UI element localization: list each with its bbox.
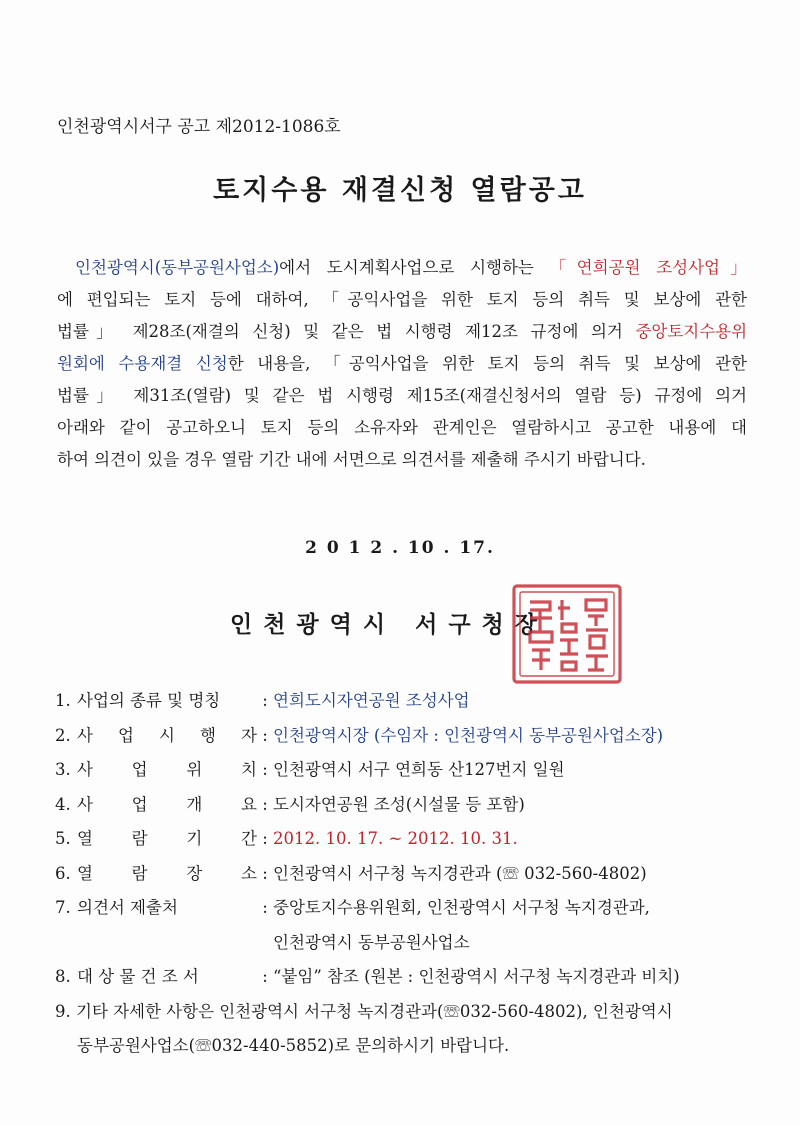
- body-line-6: 아래와 같이 공고하오니 토지 등의 소유자와 관계인은 열람하시고 공고한 내용에 대: [57, 418, 747, 437]
- body-line-4: 원회에 수용재결 신청한 내용을, 「공익사업을 위한 토지 등의 취득 및 보상에 관한: [57, 354, 747, 373]
- body-line-7: 하여 의견이 있을 경우 열람 기간 내에 서면으로 의견서를 제출해 주시기 바랍니다.: [57, 450, 646, 469]
- notice-date: 2 0 1 2 . 10 . 17.: [305, 538, 495, 558]
- body-line-2: 에 편입되는 토지 등에 대하여, 「공익사업을 위한 토지 등의 취득 및 보상에 관한: [57, 290, 747, 309]
- item-5: 5. 열 람 기 간 : 2012. 10. 17. ~ 2012. 10. 31.: [55, 829, 518, 848]
- item-2: 2. 사 업 시 행 자 : 인천광역시장 (수임자 : 인천광역시 동부공원사업소장): [55, 725, 664, 745]
- body-line-3: 법률」 제28조(재결의 신청) 및 같은 법 시행령 제12조 규정에 의거 중앙토지수용위: [57, 322, 748, 341]
- item-6: 6. 열 람 장 소 : 인천광역시 서구청 녹지경관과 (☏ 032-560-4802): [55, 863, 647, 883]
- item-1: 1. 사업의 종류 및 명칭 : 연희도시자연공원 조성사업: [55, 691, 470, 710]
- item-9: 9. 기타 자세한 사항은 인천광역시 서구청 녹지경관과(☏032-560-4802), 인천광역시 동부공원사업소(☏032-440-5852)로 문의하시기 바랍니다.: [55, 1001, 673, 1055]
- notice-number: 인천광역시서구 공고 제2012-1086호: [57, 117, 341, 137]
- item-8: 8. 대 상 물 건 조 서 : “붙임” 참조 (원본 : 인천광역시 서구청 녹지경관과 비치): [55, 967, 680, 986]
- official-seal-icon: [508, 580, 626, 688]
- body-line-1: 인천광역시(동부공원사업소)에서 도시계획사업으로 시행하는 「연희공원 조성사업」: [75, 258, 747, 277]
- issuer-name: 인천광역시 서구청장: [230, 611, 548, 638]
- item-7-continued: 인천광역시 동부공원사업소: [273, 932, 470, 952]
- item-7: 7. 의견서 제출처 : 중앙토지수용위원회, 인천광역시 서구청 녹지경관과,: [55, 898, 650, 917]
- document-title: 토지수용 재결신청 열람공고: [213, 175, 587, 206]
- item-3: 3. 사 업 위 치 : 인천광역시 서구 연희동 산127번지 일원: [55, 760, 565, 779]
- body-line-5: 법률」 제31조(열람) 및 같은 법 시행령 제15조(재결신청서의 열람 등) 규정에 의거: [57, 386, 747, 405]
- notice-body: [57, 252, 747, 476]
- item-4: 4. 사 업 개 요 : 도시자연공원 조성(시설물 등 포함): [55, 794, 525, 814]
- notice-items: [55, 684, 775, 1064]
